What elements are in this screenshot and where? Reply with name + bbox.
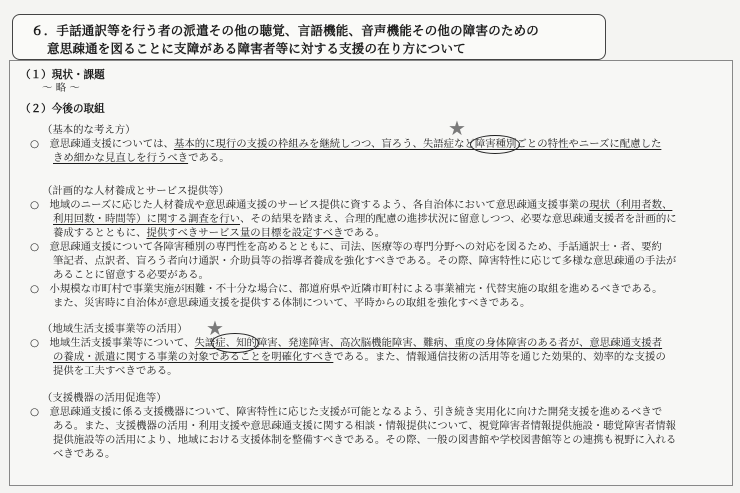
header-line-1: ６．手話通訳等を行う者の派遣その他の聴覚、言語機能、音声機能その他の障害のための xyxy=(31,23,540,38)
training-line-7: ○ 小規模な市町村で事業実施が困難・不十分な場合に、都道府県や近隣市町村による事業補完・代替実施の取組を進めるべきである。 xyxy=(30,283,663,295)
star-icon: ★ xyxy=(206,316,224,340)
highlight-circle xyxy=(470,135,520,154)
training-line-6: あることに留意する必要がある。 xyxy=(53,269,209,281)
section-2-title: （２）今後の取組 xyxy=(20,103,105,115)
devices-line-3: 提供施設等の活用により、地域における支援体制を整備すべきである。その際、一般の図書館や学校図書館等との連携も視野に入れる xyxy=(53,434,677,446)
star-icon: ★ xyxy=(448,116,466,140)
devices-line-4: べきである。 xyxy=(53,448,116,460)
training-line-5: 筆記者、点訳者、盲ろう者向け通訳・介助員等の指導者養成を強化すべきである。その際、障害特性に応じて多様な意思疎通の手法が xyxy=(53,255,677,267)
section-1-body: ～ 略 ～ xyxy=(42,82,80,94)
community-line-1: ○ 地域生活支援事業等について、失語症、知的障害、発達障害、高次脳機能障害、難病、重度の身体障害のある者が、意思疎通支援者 xyxy=(30,337,663,349)
header-line-2: 意思疎通を図ることに支障がある障害者等に対する支援の在り方について xyxy=(47,41,466,56)
paragraph-basic-approach: ○ 意思疎通支援については、基本的に現行の支援の枠組みを継続しつつ、盲ろう、失語症など障害種別ごとの特性やニーズに配慮した xyxy=(30,138,662,150)
training-line-3: 養成するとともに、提供すべきサービス量の目標を設定すべきである。 xyxy=(53,227,386,239)
training-line-2: 利用回数・時間等）に関する調査を行い、その結果を踏まえ、合理的配慮の進捗状況に留意しつつ、必要な意思疎通支援者を計画的に xyxy=(53,213,677,225)
training-line-4: ○ 意思疎通支援について各障害種別の専門性を高めるとともに、司法、医療等の専門分野への対応を図るため、手話通訳士・者、要約 xyxy=(30,241,662,253)
devices-line-1: ○ 意思疎通支援に係る支援機器について、障害特性に応じた支援が可能となるよう、引き続き実用化に向けた開発支援を進めるべきで xyxy=(30,406,663,418)
community-line-2: の養成・派遣に関する事業の対象であることを明確化すべきである。また、情報通信技術の活用等を通じた効果的、効率的な支援の xyxy=(53,351,666,363)
section-1-title: （１）現状・課題 xyxy=(20,69,105,81)
group-heading-assistive-devices: （支援機器の活用促進等） xyxy=(42,392,167,404)
training-line-1: ○ 地域のニーズに応じた人材養成や意思疎通支援のサービス提供に資するよう、各自治体において意思疎通支援事業の現状（利用者数、 xyxy=(30,199,673,211)
section-header-box xyxy=(12,14,606,60)
paragraph-basic-approach-cont: きめ細かな見直しを行うべきである。 xyxy=(53,152,230,164)
training-line-8: また、災害時に自治体が意思疎通支援を提供する体制について、平時からの取組を強化すべきである。 xyxy=(53,297,531,309)
group-heading-basic-approach: （基本的な考え方） xyxy=(42,124,136,136)
devices-line-2: ある。また、支援機器の活用・利用支援や意思疎通支援に関する相談・情報提供について、視覚障害者情報提供施設・聴覚障害者情報 xyxy=(53,420,677,432)
group-heading-community-life: （地域生活支援事業等の活用） xyxy=(42,323,188,335)
community-line-3: 提供を工夫すべきである。 xyxy=(53,365,178,377)
group-heading-training: （計画的な人材養成とサービス提供等） xyxy=(42,185,230,197)
